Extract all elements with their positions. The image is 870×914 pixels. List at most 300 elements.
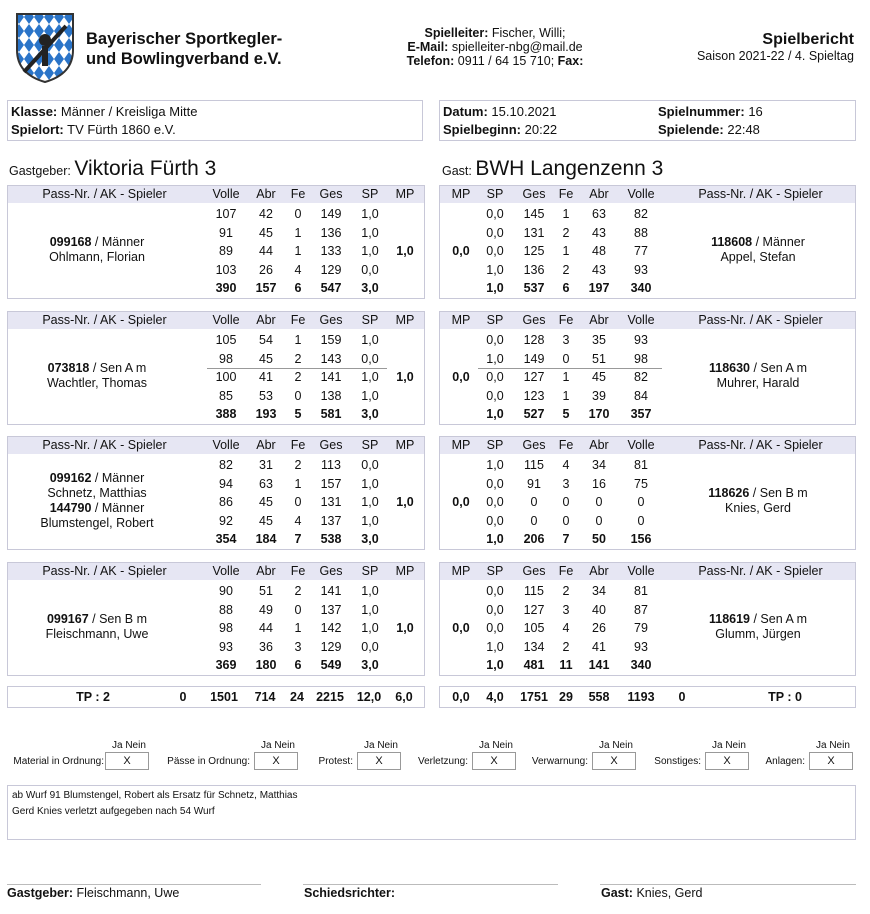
score-cell: 34 [592, 458, 606, 472]
score-cell: 0 [595, 495, 603, 509]
total-cell: 547 [320, 281, 342, 295]
referee-signature-label: Schiedsrichter: [304, 886, 396, 900]
player-pass-number: 073818 [47, 361, 90, 375]
home-tp: TP : 2 [76, 690, 110, 704]
check-label: Verletzung: [417, 756, 468, 767]
date-label: Datum: [443, 104, 488, 119]
score-cell: 42 [259, 207, 273, 221]
total-cell: 5 [562, 407, 570, 421]
score-cell: 138 [320, 388, 342, 403]
score-cell: 1,0 [361, 621, 379, 635]
player-pass-line [12, 471, 182, 486]
col-header-ges: Ges [522, 187, 546, 201]
home-total-fe: 24 [290, 690, 304, 704]
total-cell: 357 [630, 407, 652, 421]
score-cell: 26 [259, 262, 273, 277]
score-cell: 0 [562, 495, 570, 509]
home-total-volle: 1501 [210, 690, 238, 704]
venue-label: Spielort: [11, 122, 64, 137]
score-cell: 2 [562, 262, 570, 277]
check-label: Verwarnung: [531, 756, 588, 767]
match-point: 1,0 [396, 495, 414, 509]
score-cell: 0 [294, 388, 302, 403]
total-cell: 527 [523, 407, 545, 421]
score-cell: 79 [634, 621, 648, 635]
score-cell: 1,0 [361, 370, 379, 384]
home-player-block [7, 311, 425, 425]
score-cell: 92 [219, 513, 233, 528]
score-cell: 0,0 [486, 584, 504, 598]
score-cell: 127 [523, 370, 545, 384]
score-cell: 49 [259, 602, 273, 617]
date-value: 15.10.2021 [491, 104, 557, 119]
score-cell: 63 [592, 207, 606, 221]
score-cell: 136 [320, 225, 342, 240]
score-cell: 85 [219, 388, 233, 403]
away-team-label: Gast: [442, 164, 472, 178]
total-cell: 1,0 [486, 658, 504, 672]
col-header-abr: Abr [589, 187, 609, 201]
score-cell: 31 [259, 458, 273, 472]
phone-label: Telefon: [406, 54, 455, 68]
score-cell: 0,0 [361, 639, 379, 654]
score-cell: 1 [294, 225, 302, 240]
score-cell: 0,0 [361, 458, 379, 472]
score-cell: 1,0 [486, 351, 504, 366]
col-header-fe: Fe [558, 187, 574, 201]
score-cell: 1,0 [361, 207, 379, 221]
home-team-label: Gastgeber: [9, 164, 71, 178]
score-cell: 26 [592, 621, 606, 635]
score-cell: 45 [259, 225, 273, 240]
score-cell: 129 [320, 262, 342, 277]
score-cell: 2 [294, 370, 302, 384]
score-cell: 2 [294, 584, 302, 598]
score-cell: 1 [562, 244, 570, 258]
end-value: 22:48 [727, 122, 760, 137]
start-label: Spielbeginn: [443, 122, 521, 137]
score-cell: 1 [562, 370, 570, 384]
score-cell: 1 [562, 207, 570, 221]
score-cell: 86 [219, 495, 233, 509]
score-cell: 0,0 [486, 513, 504, 528]
check-box[interactable]: X [254, 752, 298, 770]
col-header-player: Pass-Nr. / AK - Spieler [698, 564, 823, 578]
away-signature [601, 886, 702, 900]
score-cell: 0 [530, 513, 538, 528]
total-cell: 581 [320, 407, 342, 421]
col-header-volle: Volle [627, 438, 655, 452]
col-header-volle: Volle [627, 564, 655, 578]
score-cell: 107 [215, 207, 237, 221]
player-pass-number: 099162 [49, 471, 92, 485]
score-cell: 44 [259, 621, 273, 635]
total-cell: 340 [630, 658, 652, 672]
col-header-ges: Ges [319, 438, 343, 452]
score-cell: 123 [523, 388, 545, 403]
score-cell: 54 [259, 333, 273, 347]
player-age-class: / Männer [752, 235, 805, 249]
score-cell: 82 [219, 458, 233, 472]
score-cell: 131 [523, 225, 545, 240]
check-box[interactable]: X [357, 752, 401, 770]
col-header-sp: SP [486, 438, 504, 452]
player-name: Ohlmann, Florian [49, 250, 145, 264]
score-cell: 4 [562, 458, 570, 472]
score-cell: 0 [595, 513, 603, 528]
venue-value: TV Fürth 1860 e.V. [67, 122, 176, 137]
end-label: Spielende: [658, 122, 724, 137]
total-cell: 6 [562, 281, 570, 295]
player-age-class: / Männer [91, 501, 145, 515]
score-cell: 2 [562, 225, 570, 240]
away-total-ges: 1751 [520, 690, 548, 704]
score-cell: 36 [259, 639, 273, 654]
match-point: 0,0 [452, 370, 470, 384]
score-cell: 45 [259, 495, 273, 509]
match-point: 1,0 [396, 370, 414, 384]
score-cell: 0 [637, 495, 645, 509]
leader-label: Spielleiter: [424, 26, 489, 40]
total-cell: 141 [588, 658, 610, 672]
total-cell: 5 [294, 407, 302, 421]
total-cell: 7 [294, 532, 302, 546]
fax-label: Fax: [557, 54, 584, 68]
player-pass-number: 144790 [49, 501, 92, 515]
score-cell: 2 [562, 639, 570, 654]
away-total-mp: 0,0 [452, 690, 470, 704]
start-value: 20:22 [524, 122, 558, 137]
season-label: Saison 2021-22 / 4. Spieltag [696, 49, 854, 63]
col-header-fe: Fe [558, 564, 574, 578]
total-cell: 3,0 [361, 658, 379, 672]
home-total-sp: 12,0 [356, 690, 382, 704]
home-player-block [7, 562, 425, 676]
organization-name [86, 29, 282, 69]
score-cell: 1 [294, 333, 302, 347]
score-cell: 1,0 [361, 244, 379, 258]
score-cell: 44 [259, 244, 273, 258]
score-cell: 141 [320, 584, 342, 598]
away-player-block [439, 436, 856, 550]
col-header-fe: Fe [290, 438, 306, 452]
col-header-player: Pass-Nr. / AK - Spieler [42, 564, 167, 578]
player-name: Knies, Gerd [724, 501, 791, 515]
score-cell: 98 [219, 351, 233, 366]
score-cell: 81 [634, 458, 648, 472]
check-label: Protest: [318, 756, 353, 767]
player-pass-line [12, 235, 182, 250]
score-cell: 94 [219, 476, 233, 491]
col-header-sp: SP [361, 187, 379, 201]
col-header-sp: SP [361, 313, 379, 327]
home-total-ges: 2215 [316, 690, 344, 704]
col-header-mp: MP [451, 438, 471, 452]
total-cell: 180 [255, 658, 277, 672]
player-pass-number: 099167 [46, 612, 89, 626]
player-age-class: / Sen B m [88, 612, 148, 626]
score-cell: 129 [320, 639, 342, 654]
check-box[interactable]: X [809, 752, 853, 770]
ja-nein-header: Ja Nein [112, 740, 146, 751]
player-age-class: / Sen A m [750, 612, 807, 626]
score-cell: 1,0 [486, 262, 504, 277]
player-name: Glumm, Jürgen [715, 627, 801, 641]
score-cell: 0,0 [486, 602, 504, 617]
class-label: Klasse: [11, 104, 58, 119]
total-cell: 481 [523, 658, 545, 672]
score-cell: 0,0 [361, 351, 379, 366]
score-cell: 0,0 [486, 621, 504, 635]
match-time-box [439, 100, 856, 141]
col-header-player: Pass-Nr. / AK - Spieler [42, 187, 167, 201]
score-cell: 1 [294, 244, 302, 258]
col-header-sp: SP [486, 564, 504, 578]
score-cell: 91 [219, 225, 233, 240]
total-cell: 1,0 [486, 407, 504, 421]
score-cell: 0 [562, 513, 570, 528]
home-totals-row [7, 686, 425, 708]
score-cell: 128 [523, 333, 545, 347]
score-cell: 1,0 [361, 476, 379, 491]
score-cell: 142 [320, 621, 342, 635]
score-cell: 1,0 [361, 602, 379, 617]
away-total-abr: 558 [588, 690, 610, 704]
score-cell: 93 [219, 639, 233, 654]
score-cell: 1 [562, 388, 570, 403]
check-label: Pässe in Ordnung: [167, 756, 250, 767]
away-total-zero: 0 [678, 690, 686, 704]
col-header-volle: Volle [627, 187, 655, 201]
col-header-mp: MP [451, 313, 471, 327]
score-cell: 34 [592, 584, 606, 598]
leader-value: Fischer, Willi; [491, 26, 566, 40]
score-cell: 98 [219, 621, 233, 635]
col-header-abr: Abr [589, 438, 609, 452]
col-header-volle: Volle [627, 313, 655, 327]
col-header-abr: Abr [256, 313, 276, 327]
total-cell: 1,0 [486, 281, 504, 295]
score-cell: 105 [523, 621, 545, 635]
home-total-zero: 0 [179, 690, 187, 704]
referee-signature-line [303, 884, 558, 885]
total-cell: 156 [630, 532, 652, 546]
total-cell: 50 [592, 532, 606, 546]
federation-logo [14, 10, 76, 84]
total-cell: 537 [523, 281, 545, 295]
check-label: Material in Ordnung: [13, 756, 104, 767]
total-cell: 170 [588, 407, 610, 421]
score-cell: 77 [634, 244, 648, 258]
col-header-player: Pass-Nr. / AK - Spieler [698, 313, 823, 327]
player-name: Appel, Stefan [720, 250, 796, 264]
email-value[interactable]: spielleiter-nbg@mail.de [451, 40, 583, 54]
score-cell: 90 [219, 584, 233, 598]
score-cell: 145 [523, 207, 545, 221]
report-title: Spielbericht [762, 31, 854, 48]
match-class-box [7, 100, 423, 141]
player-pass-number: 118630 [708, 361, 751, 375]
row-separator [207, 368, 387, 369]
score-cell: 91 [527, 476, 541, 491]
total-cell: 11 [559, 658, 573, 672]
score-cell: 4 [562, 621, 570, 635]
match-point: 0,0 [452, 621, 470, 635]
check-box[interactable]: X [472, 752, 516, 770]
score-cell: 134 [523, 639, 545, 654]
score-cell: 131 [320, 495, 342, 509]
score-cell: 115 [524, 458, 544, 472]
score-cell: 84 [634, 388, 648, 403]
score-cell: 113 [321, 458, 341, 472]
col-header-ges: Ges [319, 187, 343, 201]
score-cell: 1,0 [486, 458, 504, 472]
score-cell: 115 [524, 584, 544, 598]
score-cell: 3 [562, 333, 570, 347]
away-team-heading [442, 157, 663, 181]
player-age-class: / Sen A m [750, 361, 807, 375]
away-total-volle: 1193 [627, 690, 655, 704]
score-cell: 0 [294, 495, 302, 509]
away-player-block [439, 562, 856, 676]
score-cell: 149 [320, 207, 342, 221]
col-header-sp: SP [486, 313, 504, 327]
player-pass-line [12, 612, 182, 627]
report-header [697, 31, 854, 63]
check-box[interactable]: X [592, 752, 636, 770]
score-cell: 81 [634, 584, 648, 598]
col-header-ges: Ges [522, 313, 546, 327]
score-cell: 98 [634, 351, 648, 366]
score-cell: 0 [294, 207, 302, 221]
player-age-class: / Sen A m [89, 361, 147, 375]
score-cell: 0 [294, 602, 302, 617]
total-cell: 369 [215, 658, 237, 672]
check-label: Anlagen: [765, 756, 805, 767]
score-cell: 39 [592, 388, 606, 403]
score-cell: 0,0 [361, 262, 379, 277]
total-cell: 6 [294, 281, 302, 295]
player-pass-line [12, 501, 182, 516]
score-cell: 63 [259, 476, 273, 491]
total-cell: 390 [215, 281, 237, 295]
away-player-block [439, 185, 856, 299]
score-cell: 0,0 [486, 244, 504, 258]
col-header-mp: MP [395, 313, 415, 327]
col-header-abr: Abr [589, 564, 609, 578]
score-cell: 75 [634, 476, 648, 491]
col-header-abr: Abr [256, 438, 276, 452]
col-header-fe: Fe [558, 313, 574, 327]
remark-line: Gerd Knies verletzt aufgegeben nach 54 Wurf [12, 806, 215, 817]
row-separator [478, 368, 662, 369]
col-header-ges: Ges [522, 438, 546, 452]
player-pass-line [668, 612, 848, 627]
home-team-name: Viktoria Fürth 3 [74, 157, 217, 180]
score-cell: 93 [634, 639, 648, 654]
away-signature-value: Knies, Gerd [636, 886, 703, 900]
score-cell: 105 [215, 333, 237, 347]
score-cell: 1,0 [361, 584, 379, 598]
score-cell: 89 [219, 244, 233, 258]
score-cell: 3 [562, 602, 570, 617]
away-totals-row [439, 686, 856, 708]
total-cell: 206 [523, 532, 545, 546]
total-cell: 354 [215, 532, 237, 546]
check-box[interactable]: X [705, 752, 749, 770]
number-value: 16 [748, 104, 763, 119]
score-cell: 1,0 [361, 495, 379, 509]
score-cell: 51 [259, 584, 273, 598]
home-player-block [7, 185, 425, 299]
score-cell: 1,0 [361, 513, 379, 528]
score-cell: 0 [530, 495, 538, 509]
col-header-player: Pass-Nr. / AK - Spieler [42, 313, 167, 327]
score-cell: 1 [294, 621, 302, 635]
score-cell: 149 [523, 351, 545, 366]
player-pass-line [668, 361, 848, 376]
player-pass-line [668, 486, 848, 501]
score-cell: 141 [320, 370, 342, 384]
score-cell: 4 [294, 262, 302, 277]
col-header-abr: Abr [589, 313, 609, 327]
score-cell: 1,0 [361, 388, 379, 403]
score-cell: 16 [592, 476, 606, 491]
ja-nein-header: Ja Nein [479, 740, 513, 751]
remark-line: ab Wurf 91 Blumstengel, Robert als Ersatz für Schnetz, Matthias [12, 790, 298, 801]
number-label: Spielnummer: [658, 104, 745, 119]
away-total-fe: 29 [559, 690, 573, 704]
score-cell: 0,0 [486, 207, 504, 221]
away-total-sp: 4,0 [486, 690, 504, 704]
col-header-player: Pass-Nr. / AK - Spieler [42, 438, 167, 452]
col-header-player: Pass-Nr. / AK - Spieler [698, 438, 823, 452]
score-cell: 0 [637, 513, 645, 528]
score-cell: 3 [562, 476, 570, 491]
score-cell: 1,0 [361, 333, 379, 347]
score-cell: 125 [523, 244, 545, 258]
score-cell: 159 [320, 333, 342, 347]
col-header-ges: Ges [522, 564, 546, 578]
score-cell: 35 [592, 333, 606, 347]
score-cell: 0,0 [486, 495, 504, 509]
away-player-block [439, 311, 856, 425]
score-cell: 87 [634, 602, 648, 617]
match-point: 0,0 [452, 244, 470, 258]
org-line-1: Bayerischer Sportkegler- [86, 30, 283, 48]
score-cell: 2 [294, 458, 302, 472]
total-cell: 340 [630, 281, 652, 295]
total-cell: 1,0 [486, 532, 504, 546]
score-cell: 2 [562, 584, 570, 598]
col-header-fe: Fe [290, 564, 306, 578]
col-header-abr: Abr [256, 187, 276, 201]
remarks-box [7, 785, 856, 840]
score-cell: 93 [634, 262, 648, 277]
check-box[interactable]: X [105, 752, 149, 770]
score-cell: 82 [634, 370, 648, 384]
score-cell: 137 [320, 602, 342, 617]
home-signature-label: Gastgeber: [7, 886, 73, 900]
check-label: Sonstiges: [654, 756, 701, 767]
home-player-block [7, 436, 425, 550]
contact-block [300, 26, 690, 68]
score-cell: 88 [219, 602, 233, 617]
total-cell: 7 [562, 532, 570, 546]
score-cell: 136 [523, 262, 545, 277]
score-cell: 137 [320, 513, 342, 528]
ja-nein-header: Ja Nein [816, 740, 850, 751]
